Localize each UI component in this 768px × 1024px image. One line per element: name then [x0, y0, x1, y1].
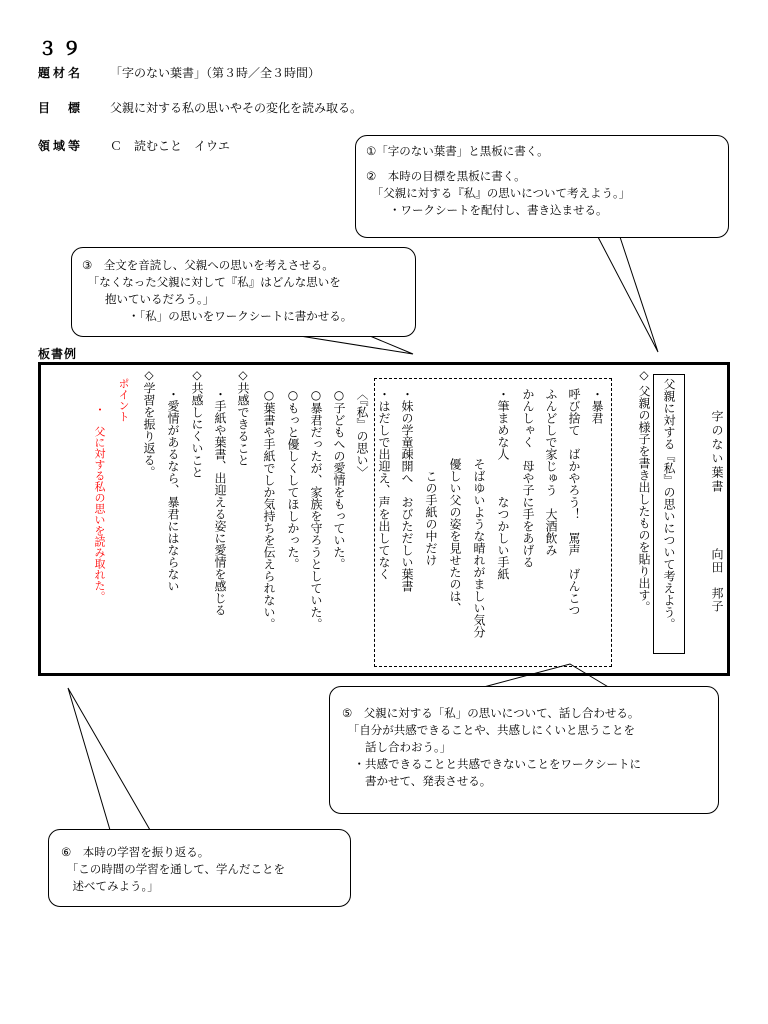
board-col-kyoukan2: ◇共感しにくいこと — [190, 368, 204, 478]
bubble5-line-1: ⑤ 父親に対する「私」の思いについて、話し合わせる。 — [342, 706, 640, 720]
board-point-text: ・ 父に対する私の思いを読み取れた。 — [93, 404, 106, 602]
board-title: 字のない葉書 — [710, 410, 724, 494]
bubble1-line-1: ①「字のない葉書」と黒板に書く。 — [366, 144, 549, 158]
board-col-gakushu: ◇学習を振り返る。 — [142, 368, 156, 478]
tail-bubble3 — [300, 336, 413, 354]
tail-bubble6 — [68, 688, 150, 830]
board-col-fundoshi: ふんどしで家じゅう 大酒飲み — [544, 388, 558, 556]
board-col-sobayui: そばゆいような晴れがましい気分 — [472, 458, 486, 638]
bubble1-line-2 — [366, 160, 718, 168]
bubble5-line-3: 話し合わおう。」 — [342, 740, 452, 754]
board-col-kichoumen: ・筆まめな人 なつかしい手紙 — [496, 388, 510, 580]
title-label: 題材名 — [38, 66, 84, 80]
bubble3-line-2: 「なくなった父親に対して『私』はどんな思いを — [82, 275, 341, 289]
bubble3-line-4: ・「私」の思いをワークシートに書かせる。 — [82, 309, 353, 323]
callout-bubble-1 — [355, 135, 729, 238]
callout-bubble-3 — [71, 247, 416, 337]
bubble1-line-4: 「父親に対する『私』の思いについて考えよう。」 — [366, 186, 631, 200]
board-col-kanshaku: かんしゃく 母や子に手をあげる — [521, 388, 535, 568]
page-number: ３９ — [38, 38, 87, 60]
domain-value: Ｃ 読むこと イウエ — [110, 139, 231, 153]
tail-bubble1 — [598, 237, 658, 352]
board-col-yasashii: 優しい父の姿を見せたのは、 — [448, 458, 462, 614]
domain-label: 領域等 — [38, 139, 84, 153]
board-author: 向田 邦子 — [710, 548, 724, 613]
bubble6-line-1: ⑥ 本時の学習を振り返る。 — [61, 845, 210, 859]
bubble5-line-4: ・共感できることと共感できないことをワークシートに — [342, 757, 641, 771]
board-col-hadashi: ・はだしで出迎え、声を出してなく — [377, 388, 391, 580]
board-col-yobisute: 呼び捨て ばかやろう！ 罵声 げんこつ — [567, 388, 581, 616]
board-goal-mark: ◇ — [637, 368, 651, 382]
callout-bubble-6 — [48, 829, 351, 907]
title-value: 「字のない葉書」（第３時／全３時間） — [110, 66, 321, 80]
board-col-bousun2: ○暴君だったが、家族を守ろうとしていた。 — [309, 388, 323, 630]
bubble5-line-5: 書かせて、発表させる。 — [342, 774, 492, 788]
goal-label: 目 標 — [38, 101, 84, 115]
board-col-kodomo: ○子どもへの愛情をもっていた。 — [332, 388, 346, 570]
bubble6-line-2: 「この時間の学習を通して、学んだことを — [61, 862, 286, 876]
board-col-omoi: 〈『私』の思い〉 — [355, 388, 369, 478]
board-col-imouto: ・妹の学童疎開へ おびただしい葉書 — [400, 388, 414, 592]
bubble3-line-3: 抱いているだろう。」 — [82, 292, 215, 306]
board-col-kyoukan: ◇共感できること — [236, 368, 250, 466]
board-goal-sub: 父親の様子を書き出したものを貼り出す。 — [637, 385, 651, 613]
bubble6-line-3: 述べてみよう。」 — [61, 879, 159, 893]
board-goal-text: 父親に対する『私』の思いについて考えよう。 — [662, 378, 676, 630]
bubble3-line-1: ③ 全文を音読し、父親への思いを考えさせる。 — [82, 258, 334, 272]
bubble1-line-5: ・ワークシートを配付し、書き込ませる。 — [366, 203, 608, 217]
goal-value: 父親に対する私の思いやその変化を読み取る。 — [110, 101, 363, 115]
board-col-aijou: ・愛情があるなら、暴君にはならない — [166, 388, 180, 592]
board-col-tegami2: ・手紙や葉書、出迎える姿に愛情を感じる — [213, 388, 227, 616]
callout-bubble-5 — [329, 686, 719, 814]
board-col-motto: ○もっと優しくしてほしかった。 — [286, 388, 300, 570]
bubble1-line-3: ② 本時の目標を黒板に書く。 — [366, 169, 526, 183]
bubble5-line-2: 「自分が共感できることや、共感しにくいと思うことを — [342, 723, 636, 737]
board-col-bousun: ・暴君 — [590, 388, 604, 424]
board-label: 板書例 — [38, 347, 78, 361]
board-col-tegami: この手紙の中だけ — [424, 470, 438, 566]
board-col-hagaki: ○葉書や手紙でしか気持ちを伝えられない。 — [262, 388, 276, 630]
board-point-label: ポイント — [117, 378, 130, 422]
